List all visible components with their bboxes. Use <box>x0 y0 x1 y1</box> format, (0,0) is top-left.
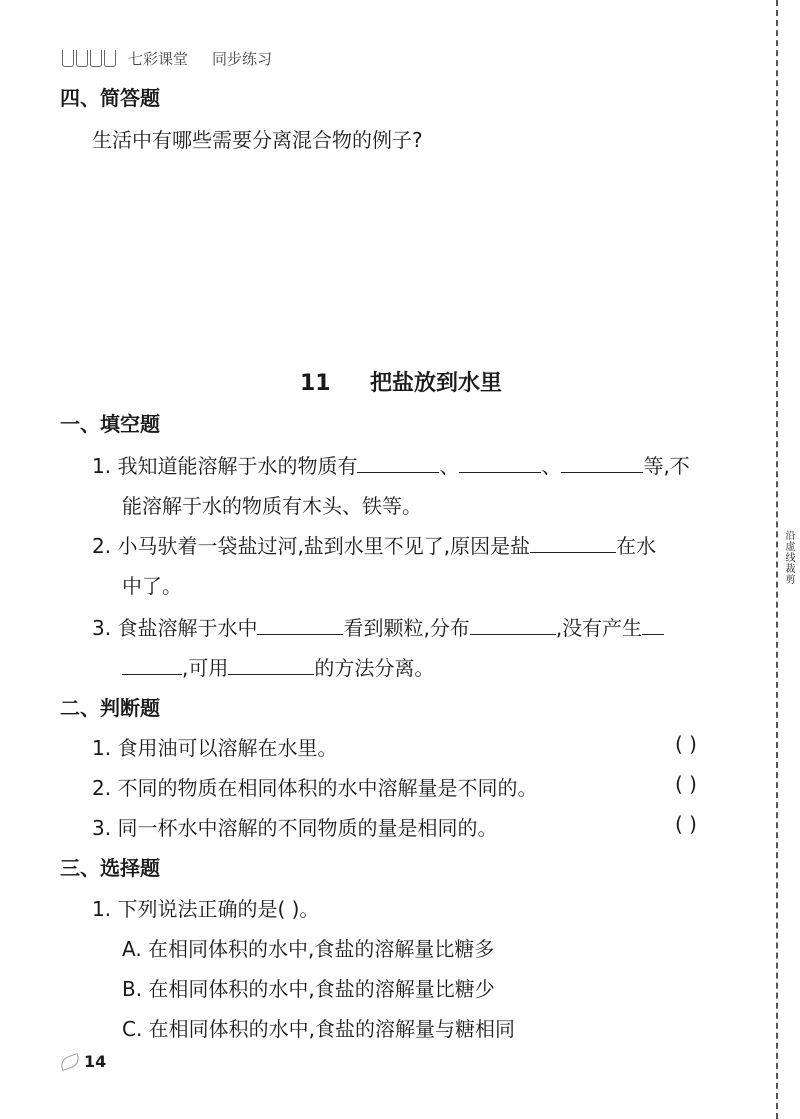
fill-q1-line2: 能溶解于水的物质有木头、铁等。 <box>122 494 422 518</box>
section3-heading: 三、选择题 <box>60 856 160 880</box>
section4-heading: 四、简答题 <box>60 86 160 110</box>
answer-parens-1[interactable]: ( ) <box>675 732 697 756</box>
header-subtitle: 同步练习 <box>212 50 273 68</box>
section1-heading: 一、填空题 <box>60 412 160 436</box>
fill-q2-line1: 2. 小马驮着一袋盐过河,盐到水里不见了,原因是盐 在水 <box>92 534 657 558</box>
answer-parens-3[interactable]: ( ) <box>675 812 697 836</box>
choice-question: 1. 下列说法正确的是( )。 <box>92 897 320 921</box>
flask-icon <box>62 50 116 67</box>
cut-dashed-line <box>776 0 778 1119</box>
lesson-name: 把盐放到水里 <box>369 371 502 396</box>
judge-item-2: 2. 不同的物质在相同体积的水中溶解量是不同的。 <box>92 776 538 800</box>
answer-blank[interactable] <box>122 656 182 675</box>
answer-blank[interactable] <box>459 454 541 473</box>
fill-q3-line2: ,可用 的方法分离。 <box>122 652 434 681</box>
choice-option-c[interactable]: C. 在相同体积的水中,食盐的溶解量与糖相同 <box>122 1017 516 1041</box>
judge-item-3: 3. 同一杯水中溶解的不同物质的量是相同的。 <box>92 816 498 840</box>
cut-label: 沿虚线裁剪 <box>783 530 794 585</box>
answer-blank[interactable] <box>357 454 439 473</box>
judge-item-1: 1. 食用油可以溶解在水里。 <box>92 736 338 760</box>
answer-blank[interactable] <box>561 454 643 473</box>
fill-q3-line1: 3. 食盐溶解于水中 看到颗粒,分布 ,没有产生 <box>92 612 664 641</box>
lesson-number: 11 <box>300 371 331 396</box>
section4-question: 生活中有哪些需要分离混合物的例子? <box>92 128 423 152</box>
section2-heading: 二、判断题 <box>60 696 160 720</box>
fill-q1-line1: 1. 我知道能溶解于水的物质有 、 、 等,不 <box>92 454 690 478</box>
leaf-icon <box>59 1052 82 1070</box>
choice-option-a[interactable]: A. 在相同体积的水中,食盐的溶解量比糖多 <box>122 937 495 961</box>
answer-parens-2[interactable]: ( ) <box>675 772 697 796</box>
answer-blank[interactable] <box>530 534 616 553</box>
answer-blank[interactable] <box>257 616 343 635</box>
choice-option-b[interactable]: B. 在相同体积的水中,食盐的溶解量比糖少 <box>122 977 495 1001</box>
answer-blank[interactable] <box>228 656 314 675</box>
fill-q2-line2: 中了。 <box>122 574 182 598</box>
page-footer <box>60 1052 106 1071</box>
page-number: 14 <box>84 1052 107 1071</box>
page-header <box>62 48 272 69</box>
header-brand: 七彩课堂 <box>128 50 189 68</box>
answer-blank[interactable] <box>642 616 664 635</box>
lesson-title <box>300 366 502 397</box>
answer-blank[interactable] <box>470 616 556 635</box>
